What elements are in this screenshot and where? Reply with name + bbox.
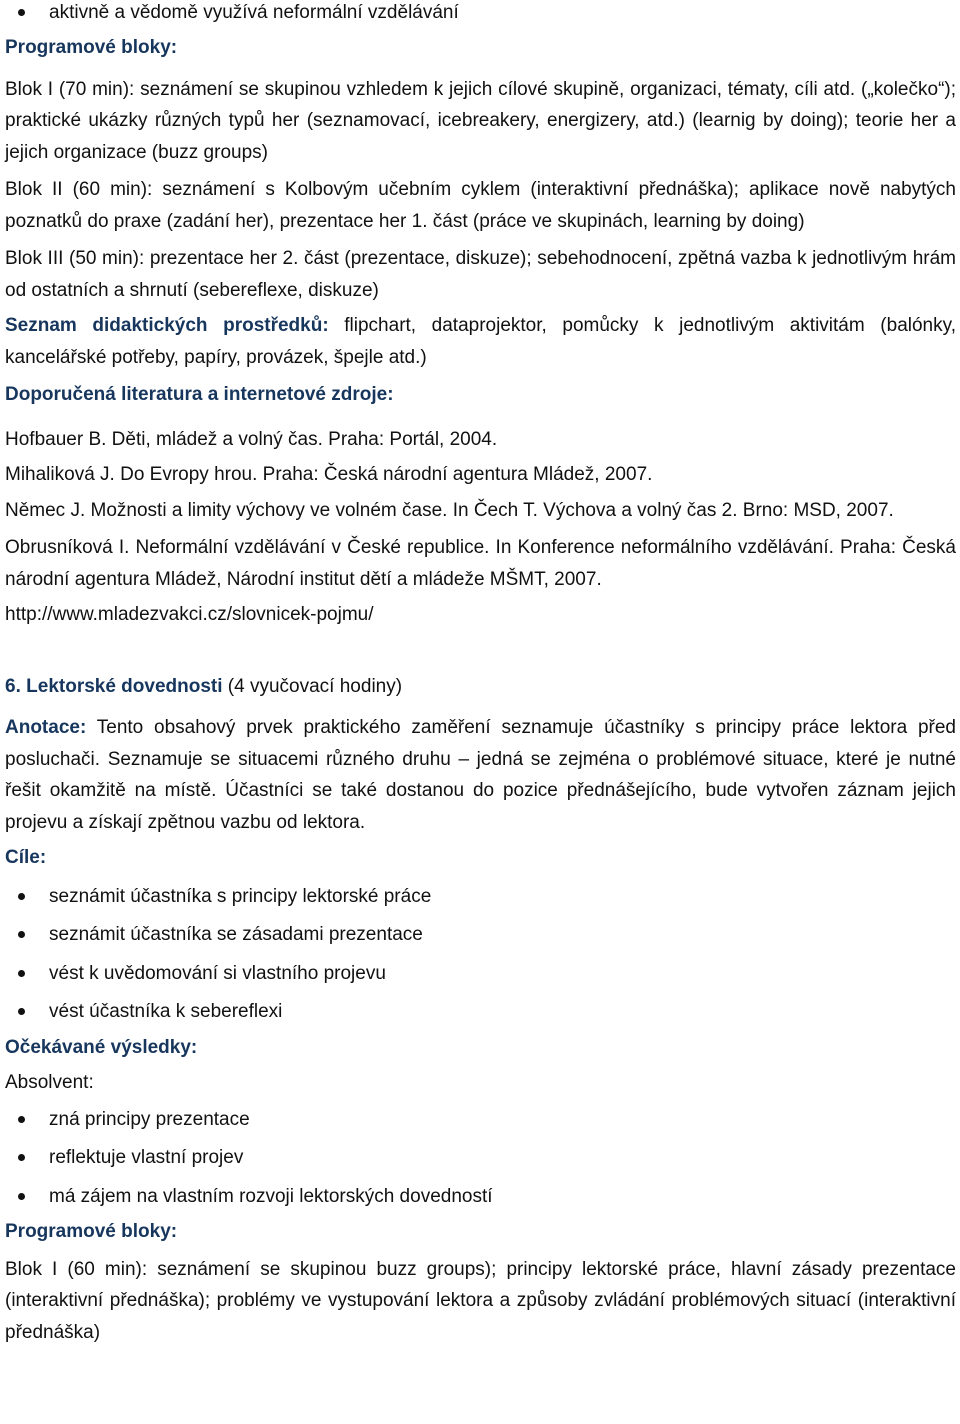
paragraph-blok-2: Blok II (60 min): seznámení s Kolbovým učebním cyklem (interaktivní přednáška); aplikace nově nabytých poznatků do praxe (zadání her), prezentace her 1. část (práce ve skupinách, learning by doing) bbox=[5, 179, 956, 232]
literature-link[interactable]: http://www.mladezvakci.cz/slovnicek-pojmu/ bbox=[5, 604, 374, 625]
paragraph-seznam bbox=[5, 310, 956, 373]
list-item: má zájem na vlastním rozvoji lektorských dovedností bbox=[5, 1178, 956, 1217]
paragraph-blok-1-6: Blok I (60 min): seznámení se skupinou buzz groups); principy lektorské práce, hlavní zásady prezentace (interaktivní přednáška); problémy ve vystupování lektora a způsoby zvládání problémových situací (interaktivní přednáška) bbox=[5, 1258, 956, 1343]
literature-item: Obrusníková I. Neformální vzdělávání v České republice. In Konference neformálního vzdělávání. Praha: Česká národní agentura Mládež, Národní institut dětí a mládeže MŠMT, 2007. bbox=[5, 537, 956, 590]
document-page bbox=[5, 0, 956, 1348]
list-item: vést k uvědomování si vlastního projevu bbox=[5, 955, 956, 994]
list-item: zná principy prezentace bbox=[5, 1101, 956, 1140]
goals-heading: Cíle: bbox=[5, 847, 47, 868]
literature-item: Mihaliková J. Do Evropy hrou. Praha: Česká národní agentura Mládež, 2007. bbox=[5, 464, 653, 485]
absolvent-label: Absolvent: bbox=[5, 1072, 94, 1093]
goals-list bbox=[5, 878, 956, 1032]
list-item: reflektuje vlastní projev bbox=[5, 1139, 956, 1178]
anotace-label: Anotace: bbox=[5, 717, 87, 738]
goals-list-continued bbox=[5, 0, 956, 28]
paragraph-blok-1: Blok I (70 min): seznámení se skupinou vzhledem k jejich cílové skupině, organizaci, tématy, cíli atd. („kolečko“); praktické ukázky různých typů her (seznamovací, icebreakery, energizery, atd.) (learnig by doing); teorie her a jejich organizace (buzz groups) bbox=[5, 78, 956, 163]
literature-heading: Doporučená literatura a internetové zdroje: bbox=[5, 384, 394, 405]
outcomes-heading: Očekávané výsledky: bbox=[5, 1036, 198, 1058]
list-item: vést účastníka k sebereflexi bbox=[5, 993, 956, 1032]
section-name: Lektorské dovednosti bbox=[26, 675, 223, 697]
paragraph-anotace bbox=[5, 712, 956, 838]
section-number: 6. bbox=[5, 675, 21, 697]
section-heading: Programové bloky: bbox=[5, 37, 178, 58]
list-item: seznámit účastníka s principy lektorské práce bbox=[5, 878, 956, 917]
list-item: seznámit účastníka se zásadami prezentace bbox=[5, 916, 956, 955]
literature-item: Němec J. Možnosti a limity výchovy ve volném čase. In Čech T. Výchova a volný čas 2. Brno: MSD, 2007. bbox=[5, 499, 894, 521]
literature-item: Hofbauer B. Děti, mládež a volný čas. Praha: Portál, 2004. bbox=[5, 428, 498, 450]
list-item: aktivně a vědomě využívá neformální vzdělávání bbox=[5, 0, 956, 28]
section-title bbox=[5, 671, 956, 703]
literature-list bbox=[5, 424, 956, 631]
section-hours: (4 vyučovací hodiny) bbox=[222, 675, 403, 697]
outcomes-list bbox=[5, 1101, 956, 1217]
seznam-label: Seznam didaktických prostředků: bbox=[5, 315, 329, 336]
paragraph-blok-3: Blok III (50 min): prezentace her 2. část (prezentace, diskuze); sebehodnocení, zpětná vazba k jednotlivým hrám od ostatních a shrnutí (sebereflexe, diskuze) bbox=[5, 248, 956, 301]
program-heading-6: Programové bloky: bbox=[5, 1221, 178, 1242]
anotace-text: Tento obsahový prvek praktického zaměření seznamuje účastníky s principy práce lektora před posluchači. Seznamuje se situacemi různého druhu – jedná se zejména o problémové situace, které je nutné řešit okamžitě na místě. Účastníci se také dostanou do pozice přednášejícího, bude vytvořen záznam jejich projevu a získají zpětnou vazbu od lektora. bbox=[5, 717, 956, 833]
seznam-text: flipchart, dataprojektor, pomůcky k jednotlivým aktivitám (balónky, kancelářské potřeby, papíry, provázek, špejle atd.) bbox=[5, 315, 956, 368]
